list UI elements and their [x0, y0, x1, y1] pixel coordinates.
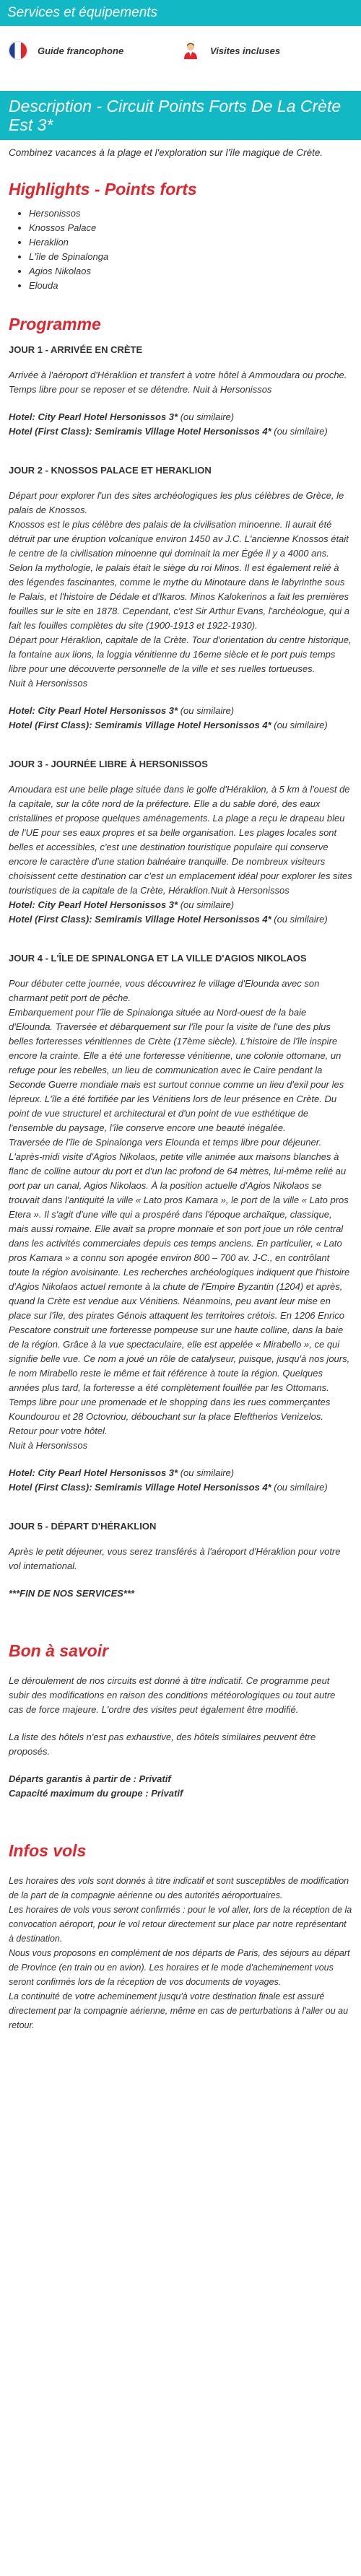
day-text: Arrivée à l'aéroport d'Héraklion et transfert à votre hôtel à Ammoudara ou proche. Temps libre pour se reposer et se détendre. Nuit à Hersonissos [9, 370, 347, 395]
day-text: Amoudara est une belle plage située dans le golfe d'Héraklion, à 5 km à l'ouest de la capitale, sur la côte nord de la préfecture. Elle a du sable doré, des eaux cristallines et propose quelques aménagements. La plage a reçu le drapeau bleu de l'UE pour ses eaux propres et sa belle organisation. Les plages locales sont belles et accessibles, c'est une destination touristique populaire qui conserve encore le caractère d'une station balnéaire tranquille. De nombreux visiteurs choisissent cette destination car c'est un emplacement idéal pour explorer les sites touristiques de la capitale de la Crète, Héraklion.Nuit à Hersonissos [9, 784, 352, 896]
day-text: Après le petit déjeuner, vous serez transférés à l'aéroport d'Héraklion pour votre vol international. [9, 1546, 341, 1571]
highlight-item: • Knossos Palace [29, 221, 361, 235]
bon-savoir-title: Bon à savoir [9, 1641, 109, 1660]
hotel-note: (ou similaire) [178, 1467, 235, 1478]
highlights-title: Highlights - Points forts [9, 180, 197, 198]
infos-vols-section [0, 1801, 361, 2033]
hotel-line [0, 912, 361, 927]
highlight-item: • L'île de Spinalonga [29, 250, 361, 264]
day-2 [0, 465, 361, 733]
end-of-services: ***FIN DE NOS SERVICES*** [9, 1588, 135, 1599]
hotel-line [0, 704, 361, 718]
hotel-note: (ou similaire) [178, 411, 235, 422]
day-title: JOUR 2 - KNOSSOS PALACE ET HERAKLION [9, 465, 212, 476]
hotel-line [0, 1466, 361, 1480]
day-title: JOUR 3 - JOURNÉE LIBRE À HERSONISSOS [9, 759, 208, 769]
description-intro: Combinez vacances à la plage et l'exploration sur l'île magique de Crète. [9, 147, 323, 158]
infos-vols-text: Les horaires des vols sont donnés à titre indicatif et sont susceptibles de modification de la part de la compagnie aérienne ou des autorités aéroportuaires. Les horaires de vols vous seront confirmés : pour le vol aller, lors de la réception de la convocation aéroport, pour le vol retour directement sur place par notre représentant à destination. Nous vous proposons en complément de nos départs de Paris, des séjours au départ de Province (en train ou en avion). Les horaires et le mode d'acheminement vous seront confirmés lors de la réception de vos documents de voyages. La continuité de votre acheminement jusqu'à votre destination finale est assuré directement par la compagnie aérienne, même en cas de perturbations à l'aller ou au retour. [9, 1876, 352, 2030]
day-5 [0, 1521, 361, 1601]
hotel-note: (ou similaire) [271, 914, 328, 925]
highlights-section [0, 158, 361, 293]
service-visits-label: Visites incluses [210, 45, 281, 56]
programme-section [0, 293, 361, 1601]
day-4 [0, 953, 361, 1495]
service-guide-label: Guide francophone [38, 45, 124, 56]
guide-person-icon [181, 41, 200, 60]
highlight-item: • Hersonissos [29, 206, 361, 221]
hotel-note: (ou similaire) [178, 899, 235, 910]
hotel-name: Hotel: City Pearl Hotel Hersonissos 3* [9, 899, 178, 910]
hotel-note: (ou similaire) [271, 1482, 328, 1493]
hotel-name: Hotel (First Class): Semiramis Village Hotel Hersonissos 4* [9, 426, 271, 437]
hotel-line [0, 1480, 361, 1495]
hotel-line [0, 424, 361, 439]
services-header [0, 0, 361, 26]
service-guide [9, 41, 181, 60]
hotel-line [0, 718, 361, 733]
day-text: Départ pour explorer l'un des sites archéologiques les plus célèbres de Grèce, le palais de Knossos. Knossos est le plus célèbre des palais de la civilisation minoenne. Il aurait été détruit par une éruption volcanique environ 1450 av J.C. L'ancienne Knossos était le centre de la civilisation minoenne qui dominait la mer Égée il y a 4000 ans. Selon la mythologie, le palais était le siège du roi Minos. Il est également relié à des légendes fascinantes, comme le mythe du Minotaure dans le labyrinthe sous le Palais, et l'histoire de Dédale et d'Ikaros. Minos Kalokerinos a fait les premières fouilles sur le site en 1878. Cependant, c'est Sir Arthur Evans, l'archéologue, qui a fait les fouilles complètes du site (1900-1913 et 1922-1930). Départ pour Héraklion, capitale de la Crète. Tour d'orientation du centre historique, la fontaine aux lions, la loggia vénitienne du 16eme siècle et le port puis temps libre pour une découverte personnelle de la ville et ses ruelles tortueuses. Nuit à Hersonissos [9, 490, 352, 689]
day-title: JOUR 1 - ARRIVÉE EN CRÈTE [9, 344, 143, 355]
programme-title: Programme [9, 315, 101, 333]
day-3 [0, 759, 361, 927]
hotel-line [0, 410, 361, 424]
day-1 [0, 344, 361, 439]
group-capacity: Capacité maximum du groupe : Privatif [9, 1788, 183, 1799]
hotel-name: Hotel (First Class): Semiramis Village Hotel Hersonissos 4* [9, 720, 271, 730]
bon-savoir-section [0, 1601, 361, 1801]
bon-savoir-hotels: La liste des hôtels n'est pas exhaustive, des hôtels similaires peuvent être proposés. [9, 1732, 316, 1757]
service-visits [181, 41, 354, 60]
hotel-line [0, 898, 361, 912]
services-title: Services et équipements [7, 5, 158, 20]
france-flag-icon [9, 41, 27, 60]
hotel-name: Hotel (First Class): Semiramis Village Hotel Hersonissos 4* [9, 914, 271, 925]
hotel-note: (ou similaire) [178, 705, 235, 716]
hotel-name: Hotel: City Pearl Hotel Hersonissos 3* [9, 705, 178, 716]
hotel-name: Hotel: City Pearl Hotel Hersonissos 3* [9, 1467, 178, 1478]
bon-savoir-text: Le déroulement de nos circuits est donné à titre indicatif. Ce programme peut subir des modifications en raison des conditions météorologiques ou tout autre cas de force majeure. L'ordre des visites peut également être modifié. [9, 1675, 336, 1715]
infos-vols-title: Infos vols [9, 1841, 87, 1860]
day-title: JOUR 5 - DÉPART D'HÉRAKLION [9, 1521, 157, 1532]
description-title: Description - Circuit Points Forts De La Crète Est 3* [9, 97, 342, 134]
hotel-note: (ou similaire) [271, 426, 328, 437]
highlight-item: • Agios Nikolaos [29, 264, 361, 279]
highlights-list [0, 206, 361, 293]
hotel-note: (ou similaire) [271, 720, 328, 730]
day-text: Pour débuter cette journée, vous découvrirez le village d'Elounda avec son charmant petit port de pêche. Embarquement pour l'île de Spinalonga située au Nord-ouest de la baie d'Elounda. Traversée et débarquement sur l'île pour la visite de l'une des plus belles forteresses vénitiennes de Crète (17ème siècle). L'histoire de l'île inspire encore la crainte. Elle a été une forteresse vénitienne, une colonie ottomane, un refuge pour les rebelles, un lieu de communication avec le Caire pendant la Seconde Guerre mondiale mais est surtout connue comme un lieu d'exil pour les lépreux. L'île a été fortifiée par les Vénitiens lors de leur présence en Crète. Du point de vue structurel et architectural et d'un point de vue esthétique de l'ensemble du paysage, l'île conserve encore une beauté inégalée. Traversée de l'île de Spinalonga vers Elounda et temps libre pour déjeuner. L'après-midi visite d'Agios Nikolaos, petite ville animée aux maisons blanches à flanc de colline autour du port et d'un lac profond de 64 mètres, lui-même relié au port par un canal, Agios Nikolaos. À la position actuelle d'Agios Nikolaos se trouvait dans l'antiquité la ville « Lato pros Kamara », le port de la ville « Lato pros Etera ». Il s'agit d'une ville qui a prospéré dans l'époque archaïque, classique, mais aussi romaine. Elle avait sa propre monnaie et son port joue un rôle central dans les activités commerciales depuis ces temps anciens. En particulier, « Lato pros Kamara » a connu son apogée environ 800 – 700 av. J-C., en contrôlant toute la région avoisinante. Les recherches archéologiques indiquent que l'histoire d'Agios Nikolaos actuel remonte à la chute de l'Empire Byzantin (1204) et après, quand la Crète est vendue aux Vénitiens. Néanmoins, peu avant leur mise en place sur l'île, des pirates Génois attaquent les territoires crétois. En 1206 Enrico Pescatore construit une forteresse pompeuse sur une haute colline, dans la baie de la région. Grâce à la vue spectaculaire, elle est appelée « Mirabello », ce qui signifie belle vue. Ce nom a joué un rôle de catalyseur, puisque, jusqu'à nos jours, le nom Mirabello reste le même et fait référence à toute la région. Quelques années plus tard, la forteresse a été complètement fouillée par les Ottomans. Temps libre pour une promenade et le shopping dans les rues commerçantes Koundourou et 28 Octovriou, débouchant sur la place Eleftherios Venizelos. Retour pour votre hôtel. Nuit à Hersonissos [9, 978, 350, 1451]
hotel-name: Hotel (First Class): Semiramis Village Hotel Hersonissos 4* [9, 1482, 271, 1493]
description-header [0, 91, 361, 140]
services-list [0, 26, 361, 72]
day-title: JOUR 4 - L'ÎLE DE SPINALONGA ET LA VILLE D'AGIOS NIKOLAOS [9, 953, 307, 964]
highlight-item: • Elouda [29, 279, 361, 293]
departures-guaranteed: Départs garantis à partir de : Privatif [9, 1773, 171, 1784]
highlight-item: • Heraklion [29, 235, 361, 250]
hotel-name: Hotel: City Pearl Hotel Hersonissos 3* [9, 411, 178, 422]
